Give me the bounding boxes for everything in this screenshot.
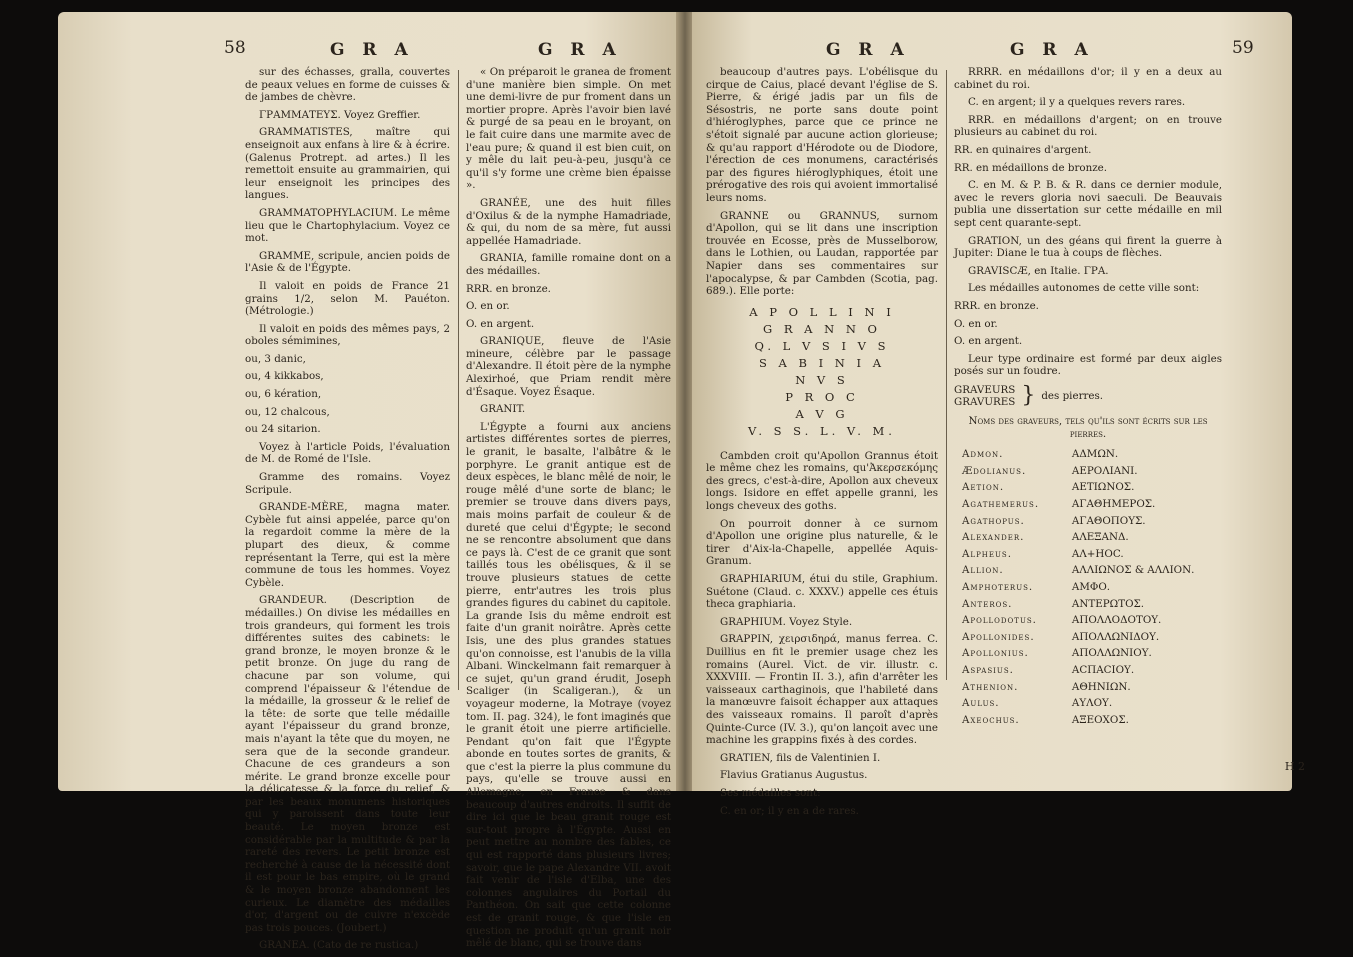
table-row bbox=[954, 562, 1222, 579]
latin-name: Admon. bbox=[962, 448, 1004, 461]
paragraph: ΓΡΑΜΜΑΤΕΥΣ. Voyez Greffier. bbox=[259, 108, 421, 121]
latin-name: Amphoterus. bbox=[962, 581, 1034, 593]
right-column-rule bbox=[946, 70, 947, 680]
right-running-head-1: G R A bbox=[826, 40, 910, 60]
names-heading: Noms des graveurs, tels qu'ils sont écrits sur les pierres. bbox=[968, 415, 1208, 440]
paragraph: GRAMMATOPHYLACIUM. Le même lieu que le Chartophylacium. Voyez ce mot. bbox=[245, 206, 450, 245]
inscription-line: A V G bbox=[795, 406, 849, 421]
table-row bbox=[954, 496, 1222, 513]
paragraph: Ses médailles sont: bbox=[720, 786, 821, 799]
paragraph: Les médailles autonomes de cette ville sont: bbox=[968, 282, 1200, 295]
latin-name: Aspasius. bbox=[962, 663, 1014, 676]
paragraph: C. en or; il y en a de rares. bbox=[720, 804, 859, 817]
latin-name: Agathopus. bbox=[962, 514, 1025, 527]
table-row bbox=[954, 679, 1222, 696]
brace-term: GRAVURES bbox=[954, 396, 1016, 409]
latin-name: Aetion. bbox=[962, 481, 1005, 494]
latin-name: Apollonides. bbox=[962, 630, 1035, 643]
table-row bbox=[954, 529, 1222, 546]
greek-name: ΑΛΛΙΩΝΟΣ & ΑΛΛΙΟΝ. bbox=[1071, 564, 1195, 577]
paragraph: Il valoit en poids de France 21 grains 1/2, selon M. Pauéton. (Métrologie.) bbox=[245, 279, 450, 318]
paragraph: RRR. en bronze. bbox=[466, 282, 551, 295]
latin-name: Apollonius. bbox=[962, 647, 1029, 660]
paragraph: GRANÉE, une des huit filles d'Oxilus & de la nymphe Hamadriade, & qui, du nom de sa mère, fut aussi appellée Hamadriade. bbox=[466, 196, 671, 247]
paragraph: sur des échasses, gralla, couvertes de peaux velues en forme de cuisses & de jambes de chèvre. bbox=[245, 66, 450, 104]
paragraph: RRRR. en médaillons d'or; il y en a deux au cabinet du roi. bbox=[954, 66, 1222, 91]
right-column-1 bbox=[706, 66, 938, 822]
paragraph: GRAPHIARIUM, étui du stile, Graphium. Suétone (Claud. c. XXXV.) appelle ces étuis theca graphiaria. bbox=[706, 573, 938, 611]
greek-name: ΑΝΤΕΡΩΤΟΣ. bbox=[1071, 597, 1145, 610]
paragraph: GRAMMATISTES, maître qui enseignoit aux enfans à lire & à écrire. (Galenus Protrept. ad artes.) Il les remettoit ensuite au grammairien, qui leur enseignoit les principes des langues. bbox=[245, 126, 450, 202]
latin-name: Anteros. bbox=[962, 597, 1013, 610]
greek-name: ΑΠΟΛΛΩΝΙΔΟΥ. bbox=[1071, 630, 1160, 643]
paragraph: GRAPPIN, χειρσιδηρά, manus ferrea. C. Duillius en fit le premier usage chez les romains (Aurel. Vict. de vir. illustr. c. XXXVIII. — Frontin II. 3.), afin d'arrêter les vaisseaux carthaginois, que l'habileté dans la manœuvre faisoit échapper aux attaques des vaisseaux romains. Il paroît d'après Quinte-Curce (IV. 3.), qu'on lançoit avec une machine les grappins fixés à des cordes. bbox=[706, 633, 938, 747]
inscription-line: S A B I N I A bbox=[758, 355, 886, 370]
paragraph: GRAPHIUM. Voyez Style. bbox=[720, 615, 853, 628]
latin-name: Axeochus. bbox=[962, 713, 1020, 726]
table-row bbox=[954, 579, 1222, 596]
inscription-line: N V S bbox=[795, 372, 849, 387]
paragraph: C. en argent; il y a quelques revers rares. bbox=[968, 96, 1186, 109]
signature-mark: H 2 bbox=[1284, 760, 1305, 773]
paragraph: GRANDEUR. (Description de médailles.) On divise les médailles en trois grandeurs, qui forment les trois différentes suites des cabinets: le grand bronze, le moyen bronze & le petit bronze. On juge du rang de chacune par son volume, qui comprend l'épaisseur & l'étendue de la médaille, la grosseur & le relief de la tête: de sorte que telle médaille ayant l'épaisseur du grand bronze, mais n'ayant la tête que du moyen, ne sera que de la seconde grandeur. Chacune de ces grandeurs a son mérite. Le grand bronze excelle pour la délicatesse & la force du relief, & par les beaux monumens historiques qui y paroissent dans toute leur beauté. Le moyen bronze est considérable par la multitude & par la rareté des revers. Le petit bronze est recherché à cause de la nécessité dont il est pour le bas empire, où le grand & le moyen bronze abandonnent les curieux. Le diamètre des médailles d'or, d'argent ou de cuivre n'excède pas trois pouces. (Joubert.) bbox=[245, 594, 450, 934]
greek-name: ΑΕΤΙΩΝΟΣ. bbox=[1071, 481, 1135, 494]
greek-name: ΑΔΜΩΝ. bbox=[1071, 448, 1119, 461]
paragraph: GRANEA. (Cato de re rustica.) bbox=[259, 939, 419, 952]
paragraph: beaucoup d'autres pays. L'obélisque du cirque de Caius, placé devant l'église de S. Pierre, & érigé jadis par un fils de Sésostris, ne porte sans doute point d'hiéroglyphes, parce que ce prince ne s'étoit signalé par aucune action glorieuse; & qu'au rapport d'Hérodote ou de Diodore, l'érection de ces monumens, caractérisés par des figures hiéroglyphiques, étoit une prérogative des rois qui avoient immortalisé leurs noms. bbox=[706, 66, 938, 204]
greek-name: ΑΜΦΟ. bbox=[1071, 581, 1111, 593]
greek-name: ΑΓΑΘΟΠΟΥΣ. bbox=[1071, 514, 1146, 527]
latin-name: Aulus. bbox=[962, 697, 1000, 710]
brace-term: GRAVEURS bbox=[954, 383, 1016, 396]
table-row bbox=[954, 596, 1222, 613]
brace-text: des pierres. bbox=[1041, 390, 1104, 403]
paragraph: ou, 4 kikkabos, bbox=[245, 370, 324, 383]
left-running-head-2: G R A bbox=[538, 40, 622, 60]
paragraph: RRR. en médaillons d'argent; on en trouve plusieurs au cabinet du roi. bbox=[954, 113, 1222, 139]
paragraph: O. en or. bbox=[466, 300, 510, 313]
left-column-rule bbox=[458, 70, 459, 690]
greek-name: ΑΛ+ΗΟC. bbox=[1071, 547, 1124, 560]
greek-name: ΑΠΟΛΛΩΝΙΟΥ. bbox=[1071, 647, 1152, 660]
paragraph: « On préparoit le granea de froment d'une manière bien simple. On met une demi-livre de pur froment dans un mortier propre. Après l'avoir bien lavé & purgé de sa peau en le broyant, on le fait cuire dans une marmite avec de l'eau pure; & quand il est bien cuit, on y mêle du lait peu-à-peu, jusqu'à ce qu'il s'y forme une crème bien épaisse ». bbox=[466, 66, 671, 192]
paragraph: GRATION, un des géans qui firent la guerre à Jupiter: Diane le tua à coups de flèches. bbox=[954, 234, 1222, 260]
paragraph: ou, 12 chalcous, bbox=[245, 405, 330, 418]
inscription-line: Q. L V S I V S bbox=[754, 338, 890, 353]
paragraph: GRAMME, scripule, ancien poids de l'Asie & de l'Égypte. bbox=[245, 249, 450, 275]
latin-name: Alpheus. bbox=[962, 547, 1012, 560]
paragraph: GRAVISCÆ, en Italie. ΓΡΑ. bbox=[968, 264, 1109, 277]
paragraph: ou, 6 kération, bbox=[245, 388, 322, 401]
right-column-2 bbox=[954, 66, 1222, 728]
inscription-line: A P O L L I N I bbox=[749, 304, 895, 319]
paragraph: ou, 3 danic, bbox=[245, 352, 306, 365]
paragraph: C. en M. & P. B. & R. dans ce dernier module, avec le revers gloria novi saeculi. De Beauvais publia une dissertation sur cette médaille en mil sept cent quarante-sept. bbox=[954, 179, 1222, 229]
engravers-table bbox=[954, 446, 1222, 728]
paragraph: GRATIEN, fils de Valentinien I. bbox=[720, 751, 881, 764]
latin-name: Allion. bbox=[962, 564, 1004, 577]
inscription-line: G R A N N O bbox=[763, 321, 881, 336]
table-row bbox=[954, 513, 1222, 530]
paragraph: O. en argent. bbox=[954, 335, 1023, 348]
latin-name: Apollodotus. bbox=[962, 614, 1037, 627]
table-row bbox=[954, 695, 1222, 712]
table-row bbox=[954, 479, 1222, 496]
paragraph: GRANNE ou GRANNUS, surnom d'Apollon, qui se lit dans une inscription trouvée en Ecosse, près de Musselborow, dans le Lothien, ou Laudan, rapportée par Napier dans ses commentaires sur l'apocalypse, & par Cambden (Scotia, pag. 689.). Elle porte: bbox=[706, 209, 938, 298]
paragraph: On pourroit donner à ce surnom d'Apollon une origine plus naturelle, & le tirer d'Aix-la-Chapelle, appellée Aquis-Granum. bbox=[706, 517, 938, 568]
table-row bbox=[954, 712, 1222, 729]
latin-name: Athenion. bbox=[962, 680, 1019, 693]
paragraph: GRANIQUE, fleuve de l'Asie mineure, célèbre par le passage d'Alexandre. Il étoit père de la nymphe Alexirhoé, que Priam rendit mère d'Ésaque. Voyez Ésaque. bbox=[466, 335, 671, 398]
table-row bbox=[954, 645, 1222, 662]
paragraph: Cambden croit qu'Apollon Grannus étoit le même chez les romains, qu'Ἀκερσεκόμης des grecs, c'est-à-dire, Apollon aux cheveux longs. Isidore en effet appelle granni, les longs cheveux des goths. bbox=[706, 449, 938, 513]
paragraph: L'Égypte a fourni aux anciens artistes différentes sortes de pierres, le granit, le basalte, l'albâtre & le porphyre. Le granit antique est de deux espèces, le blanc mêlé de noir, le rouge mêlé d'une sorte de blanc; le premier se trouve dans divers pays, mais moins parfait de couleur & de dureté que celui d'Égypte; le second ne se rencontre absolument que dans ce pays là. C'est de ce granit que sont taillés tous les obélisques, & il se trouve plusieurs statues de cette pierre, entr'autres les trois plus grandes figures du cabinet du capitole. La grande Isis du même endroit est faite d'un granit noirâtre. Après cette Isis, une des plus grandes statues qu'on connoisse, est l'anubis de la villa Albani. Winckelmann fait remarquer à ce sujet, qu'un grand érudit, Joseph Scaliger (in Scaligeran.), & un voyageur moderne, la Motraye (voyez tom. II. pag. 324), le font imaginés que le granit étoit une pierre artificielle. Pendant qu'on fait que l'Égypte abonde en toutes sortes de granits, & que c'est la pierre la plus commune du pays, qu'elle se trouve aussi en Allemagne, en France & dans beaucoup d'autres endroits. Il suffit de dire ici que le beau granit rouge est sur-tout propre à l'Égypte. Aussi en peut mettre au nombre des fables, ce qui est rapporté dans plusieurs livres; savoir, que le pape Alexandre VII. avoit fait venir de l'isle d'Elba, une des colonnes angulaires du Portail du Panthéon. On sait que cette colonne est de granit rouge, & que l'isle en question ne produit qu'un granit noir mêlé de blanc, qui se trouve dans bbox=[466, 420, 671, 950]
right-running-head-2: G R A bbox=[1010, 40, 1094, 60]
paragraph: ou 24 sitarion. bbox=[245, 423, 321, 436]
paragraph: GRANIT. bbox=[480, 403, 526, 416]
latin-name: Ædolianus. bbox=[962, 464, 1027, 477]
table-row bbox=[954, 612, 1222, 629]
greek-name: ΑΘΗΝΙΩΝ. bbox=[1071, 680, 1131, 693]
greek-name: ΑΥΛΟΥ. bbox=[1071, 697, 1113, 710]
greek-name: ΑΕΡΟΛΙΑΝΙ. bbox=[1071, 464, 1138, 477]
greek-name: ΑΞΕΟΧΟΣ. bbox=[1071, 713, 1129, 726]
paragraph: Voyez à l'article Poids, l'évaluation de M. de Romé de l'Isle. bbox=[245, 440, 450, 466]
inscription-line: V. S S. L. V. M. bbox=[748, 423, 896, 438]
latin-name: Agathemerus. bbox=[962, 498, 1040, 511]
table-row bbox=[954, 546, 1222, 563]
paragraph: O. en or. bbox=[954, 317, 998, 330]
left-column-1 bbox=[245, 66, 450, 957]
left-running-head-1: G R A bbox=[330, 40, 414, 60]
greek-name: ΑΓΑΘΗΜΕΡΟΣ. bbox=[1071, 498, 1156, 511]
inscription-line: P R O C bbox=[785, 389, 859, 404]
graveurs-brace bbox=[954, 384, 1222, 409]
paragraph: RRR. en bronze. bbox=[954, 299, 1039, 312]
paragraph: RR. en quinaires d'argent. bbox=[954, 143, 1092, 156]
table-row bbox=[954, 629, 1222, 646]
paragraph: Flavius Gratianus Augustus. bbox=[720, 769, 868, 782]
greek-name: ΑΠΟΛΛΟΔΟΤΟΥ. bbox=[1071, 614, 1162, 627]
brace-glyph: } bbox=[1021, 383, 1036, 409]
paragraph: Gramme des romains. Voyez Scripule. bbox=[245, 471, 450, 496]
table-row bbox=[954, 662, 1222, 679]
table-row bbox=[954, 463, 1222, 480]
inscription bbox=[706, 304, 938, 440]
greek-name: ΑCΠΑCΙΟΥ. bbox=[1071, 663, 1135, 676]
right-page-number: 59 bbox=[1232, 38, 1254, 58]
greek-name: ΑΛΕΞΑΝΔ. bbox=[1071, 531, 1129, 544]
left-column-2 bbox=[466, 66, 671, 955]
latin-name: Alexander. bbox=[962, 531, 1025, 544]
paragraph: RR. en médaillons de bronze. bbox=[954, 161, 1108, 174]
paragraph: GRANIA, famille romaine dont on a des médailles. bbox=[466, 252, 671, 277]
paragraph: Leur type ordinaire est formé par deux aigles posés sur un foudre. bbox=[954, 352, 1222, 378]
table-row bbox=[954, 446, 1222, 463]
paragraph: O. en argent. bbox=[466, 317, 535, 330]
paragraph: GRANDE-MÈRE, magna mater. Cybèle fut ainsi appelée, parce qu'on la regardoit comme la mère de la plupart des dieux, & comme représentant la Terre, qui est la mère commune de tous les hommes. Voyez Cybèle. bbox=[245, 501, 450, 589]
left-page-number: 58 bbox=[224, 38, 246, 58]
paragraph: Il valoit en poids des mêmes pays, 2 oboles sémimines, bbox=[245, 322, 450, 348]
